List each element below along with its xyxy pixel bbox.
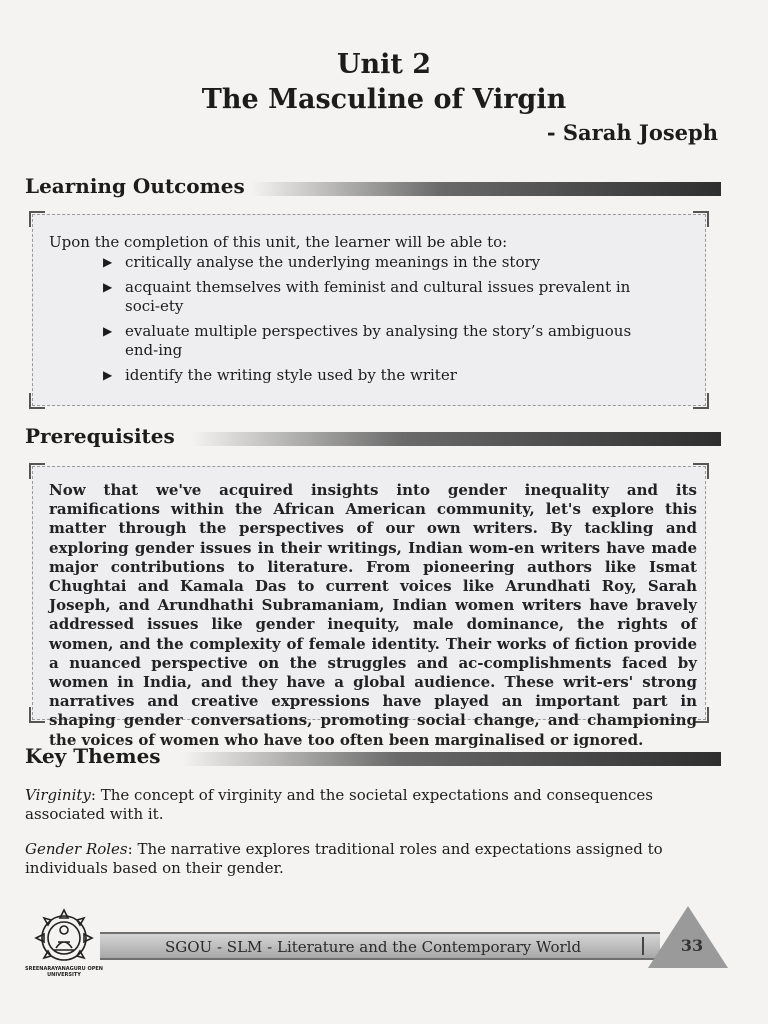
footer-course-title: SGOU - SLM - Literature and the Contemporary World <box>165 938 582 956</box>
prerequisites-box <box>32 466 706 749</box>
list-item: ▶ acquaint themselves with feminist and cultural issues prevalent in soci-ety <box>103 278 631 315</box>
arrow-bullet-icon: ▶ <box>103 324 113 338</box>
theme-term: Gender Roles <box>25 840 128 858</box>
list-item: ▶ critically analyse the underlying meanings in the story <box>103 253 541 271</box>
page-number: 33 <box>680 936 704 955</box>
footer-separator <box>642 937 644 955</box>
outcomes-list <box>103 253 663 391</box>
learning-outcomes-box <box>32 214 706 406</box>
key-themes-heading: Key Themes <box>25 744 161 768</box>
learning-outcomes-header <box>25 174 721 200</box>
list-item: ▶ identify the writing style used by the writer <box>103 366 457 384</box>
section-divider-bar <box>251 182 721 196</box>
theme-description: : The narrative explores traditional roles and expectations assigned to individuals based on their gender. <box>25 840 663 877</box>
corner-bracket-icon <box>29 707 45 723</box>
theme-item-virginity <box>25 786 725 824</box>
section-divider-bar <box>181 752 721 766</box>
corner-bracket-icon <box>693 211 709 227</box>
theme-term: Virginity <box>25 786 91 804</box>
document-title: The Masculine of Virgin <box>201 84 567 115</box>
logo-caption: SREENARAYANAGURU OPEN UNIVERSITY <box>25 966 103 978</box>
arrow-bullet-icon: ▶ <box>103 255 113 269</box>
list-item: ▶ evaluate multiple perspectives by analysing the story’s ambiguous end-ing <box>103 322 632 359</box>
footer-bar <box>100 932 660 960</box>
prerequisites-header <box>25 424 721 450</box>
title-block <box>0 48 768 118</box>
arrow-bullet-icon: ▶ <box>103 368 113 382</box>
prerequisites-paragraph: Now that we've acquired insights into gender inequality and its ramifications within the African American community, let's explore this matter through the perspectives of our own writers. By tackling and exploring gender issues in their writings, Indian wom-en writers have made major contributions to literature. From pioneering authors like Ismat Chughtai and Kamala Das to current voices like Arundhati Roy, Sarah Joseph, and Arundhathi Subramaniam, Indian women writers have bravely addressed issues like gender inequity, male dominance, the rights of women, and the complexity of female identity. Their works of fiction provide a nuanced perspective on the struggles and ac-complishments faced by women in India, and they have a global audience. These writ-ers' strong narratives and creative expressions have played an important part in shaping gender conversations, promoting social change, and championing the voices of women who have too often been marginalised or ignored. <box>49 481 697 749</box>
corner-bracket-icon <box>693 393 709 409</box>
learning-outcomes-heading: Learning Outcomes <box>25 174 245 198</box>
outcomes-intro: Upon the completion of this unit, the learner will be able to: <box>49 233 508 251</box>
corner-bracket-icon <box>29 211 45 227</box>
corner-bracket-icon <box>29 393 45 409</box>
theme-item-gender-roles <box>25 840 725 878</box>
section-divider-bar <box>191 432 721 446</box>
theme-description: : The concept of virginity and the societal expectations and consequences associated with it. <box>25 786 653 823</box>
arrow-bullet-icon: ▶ <box>103 280 113 294</box>
corner-bracket-icon <box>29 463 45 479</box>
author-name: - Sarah Joseph <box>546 120 718 145</box>
unit-label: Unit 2 <box>336 49 432 80</box>
prerequisites-heading: Prerequisites <box>25 424 175 448</box>
key-themes-header <box>25 744 721 770</box>
corner-bracket-icon <box>693 463 709 479</box>
